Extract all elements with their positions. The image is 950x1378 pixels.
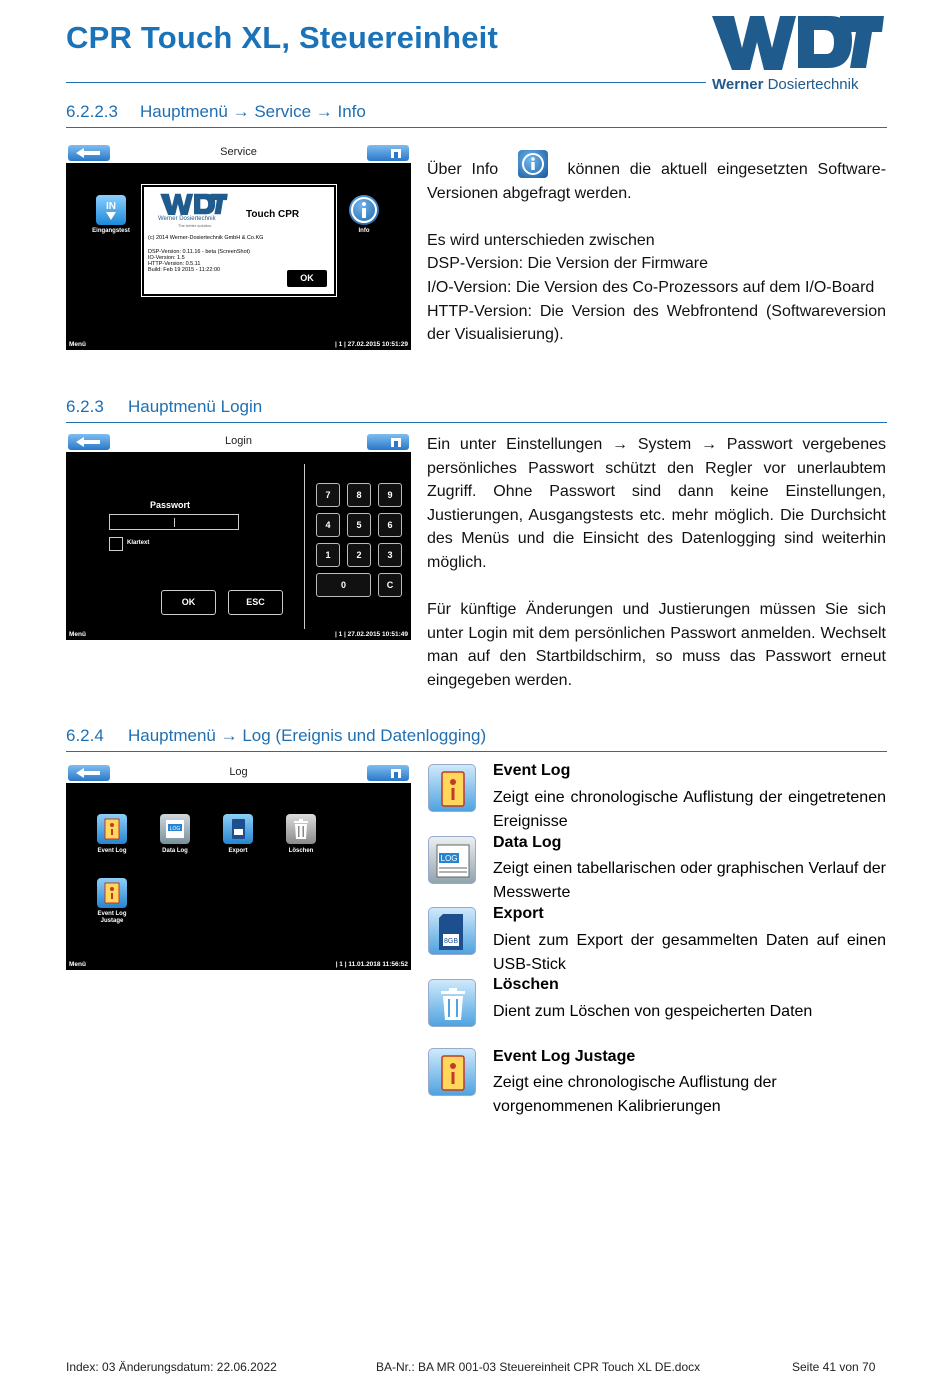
cleartext-label: Klartext [127,540,150,546]
footer-page: Seite 41 von 70 [792,1360,876,1374]
section-heading-log: 6.2.4 Hauptmenü → Log (Ereignis und Datenlogging) [66,726,487,745]
log-item-desc: Dient zum Löschen von gespeicherten Daten [493,1003,813,1020]
export-icon[interactable] [223,814,253,844]
wdt-logo [712,14,884,70]
dialog-versions [148,249,250,273]
screen-title: Login [225,435,252,447]
login-text: Ein unter Einstellungen → System → Passwort vergebenes persönliches Passwort schützt den Regler vor unerlaubtem Zugriff. Ohne Passwort sind dann keine Einstellungen, Justierungen, Ausgangstests etc. mehr möglich. Die Durchsicht des Menüs und die Einsicht des Datenlogging sind weiterhin möglich. Für künftige Änderungen und Justierungen müssen Sie sich unter Login mit dem persönlichen Passwort anmelden. Wechselt man auf den Startbildschirm, so muss das Passwort erneut eingegeben werden. [427,436,886,689]
keypad-key-5[interactable]: 5 [347,513,371,537]
info-dialog [142,185,336,296]
trash-icon [428,979,476,1027]
log-item-desc: Zeigt eine chronologische Auflistung der vorgenommenen Kalibrierungen [493,1074,777,1115]
input-test-icon[interactable] [96,195,126,225]
tile-label-event-log-justage: Event Log Justage [97,911,127,924]
info-icon[interactable] [349,195,379,225]
section-rule [66,422,887,423]
log-screenshot [66,763,411,970]
status-bar [66,630,411,640]
log-item-desc: Dient zum Export der gesammelten Daten auf einen USB-Stick [493,932,886,973]
event-log-icon [428,764,476,812]
menu-label: Menü [69,961,86,968]
password-input[interactable] [109,514,239,530]
status-datetime: | 1 | 11.01.2018 11:56:52 [335,961,408,968]
home-button[interactable] [367,765,409,781]
footer-index: Index: 03 Änderungsdatum: 22.06.2022 [66,1360,277,1374]
keypad-key-3[interactable]: 3 [378,543,402,567]
keypad-key-4[interactable]: 4 [316,513,340,537]
login-esc-button[interactable]: ESC [228,590,283,615]
trash-icon[interactable] [286,814,316,844]
log-item-title: Data Log [493,834,562,851]
log-item-title: Löschen [493,976,559,993]
keypad-key-7[interactable]: 7 [316,483,340,507]
event-log-justage-icon [428,1048,476,1096]
log-item-desc: Zeigt eine chronologische Auflistung der eingetretenen Ereignisse [493,789,886,830]
dialog-logo [158,193,230,215]
section-rule [66,751,887,752]
log-item-title: Export [493,905,544,922]
section-heading-service-info: 6.2.2.3 Hauptmenü → Service → Info [66,102,366,121]
service-info-text: Über Info können die aktuell eingesetzten Software-Versionen abgefragt werden. Es wird unterschieden zwischen DSP-Version: Die Version der Firmware I/O-Version: Die Version des Co-Prozessors auf dem I/O-Board HTTP-Version: Die Version des Webfrontend (Softwareversion der Visualisierung). [427,150,886,347]
section-heading-login: 6.2.3 Hauptmenü Login [66,397,263,416]
keypad-divider [304,464,305,629]
http-version: HTTP-Version: 0.5.11 [148,261,201,267]
screen-title: Log [229,766,248,778]
tile-label-export: Export [228,848,248,854]
document-title: CPR Touch XL, Steuereinheit [66,20,498,55]
dialog-copyright: (c) 2014 Werner-Dosiertechnik GmbH & Co.KG [148,235,264,241]
tile-label-delete: Löschen [288,848,314,854]
status-datetime: | 1 | 27.02.2015 10:51:49 [334,631,408,638]
tile-label-info: Info [358,228,370,234]
dsp-version: DSP-Version: 0.11.16 - beta (ScreenShot) [148,249,251,255]
login-ok-button[interactable]: OK [161,590,216,615]
event-log-icon[interactable] [97,814,127,844]
log-item-title: Event Log Justage [493,1048,636,1065]
screen-title: Service [220,146,257,158]
svg-text:IN: IN [106,201,116,212]
service-screenshot [66,143,411,350]
log-item-title: Event Log [493,762,571,779]
section-rule [66,127,887,128]
brand-name: Werner Dosiertechnik [712,76,859,93]
export-icon [428,907,476,955]
inline-info-icon [518,150,548,178]
svg-text:LOG: LOG [169,826,181,832]
svg-text:LOG: LOG [440,854,458,863]
keypad-key-clear[interactable]: C [378,573,402,597]
home-button[interactable] [367,434,409,450]
status-bar [66,960,411,970]
status-bar [66,340,411,350]
log-item-desc: Zeigt einen tabellarischen oder graphischen Verlauf der Messwerte [493,860,886,901]
dialog-slogan: The better solution. [178,223,213,228]
logo-text: WDT [712,14,715,15]
dialog-brand: Werner Dosiertechnik [158,216,216,222]
svg-text:8GB: 8GB [443,938,459,945]
io-version: IO-Version: 1.5 [148,255,185,261]
dialog-ok-button[interactable]: OK [287,270,327,287]
tile-label-event-log: Event Log [97,848,127,854]
menu-label: Menü [69,631,86,638]
keypad-key-9[interactable]: 9 [378,483,402,507]
keypad-key-0[interactable]: 0 [316,573,371,597]
tile-label-data-log: Data Log [162,848,188,854]
keypad-key-6[interactable]: 6 [378,513,402,537]
keypad-key-8[interactable]: 8 [347,483,371,507]
status-datetime: | 1 | 27.02.2015 10:51:29 [334,341,408,348]
build-info: Build: Feb 19 2015 - 11:22:00 [148,267,221,273]
tile-label-input-test: Eingangstest [92,228,130,234]
dialog-product: Touch CPR [246,209,300,220]
password-label: Passwort [150,500,191,510]
keypad-key-2[interactable]: 2 [347,543,371,567]
data-log-icon [428,836,476,884]
home-button[interactable] [367,145,409,161]
header-rule [66,82,706,83]
menu-label: Menü [69,341,86,348]
cleartext-checkbox[interactable] [109,537,123,551]
footer-docnr: BA-Nr.: BA MR 001-03 Steuereinheit CPR Touch XL DE.docx [376,1360,701,1374]
keypad-key-1[interactable]: 1 [316,543,340,567]
event-log-justage-icon[interactable] [97,878,127,908]
data-log-icon[interactable] [160,814,190,844]
login-screenshot [66,432,411,640]
